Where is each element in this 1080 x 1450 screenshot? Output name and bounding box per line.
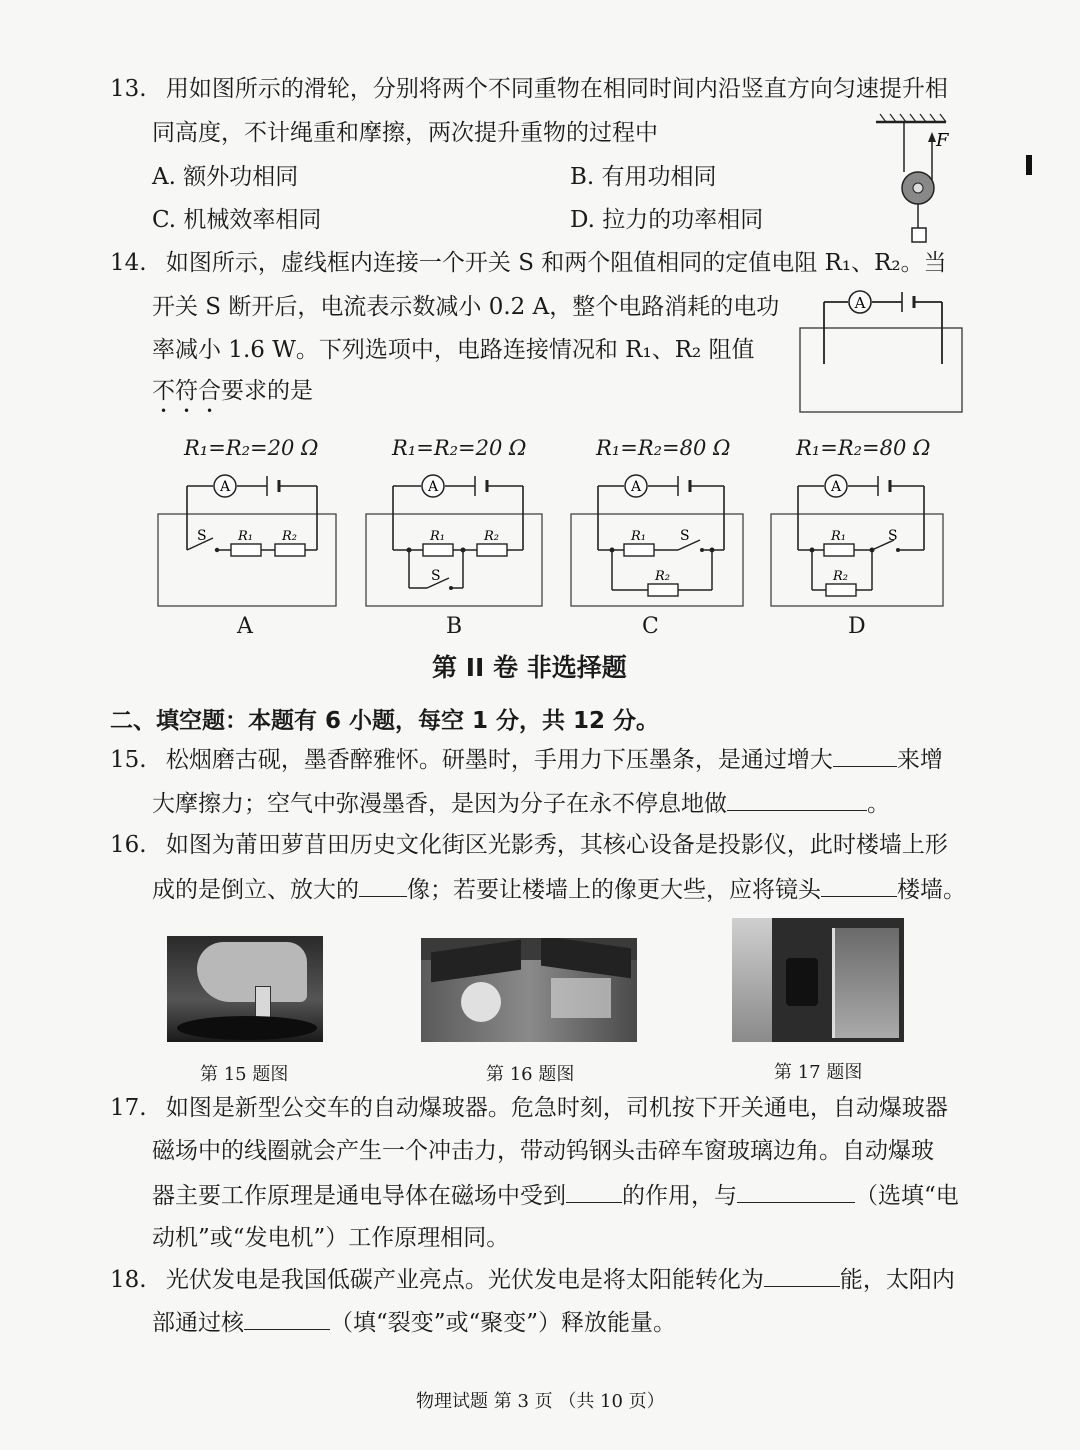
ammeter-label: A bbox=[854, 294, 866, 312]
q14-text-4: 要求的是 bbox=[221, 378, 313, 404]
q17-blank-1[interactable] bbox=[566, 1180, 622, 1203]
ammeter-label: A bbox=[830, 479, 842, 495]
q16-text-2c: 楼墙。 bbox=[897, 877, 966, 903]
page-footer: 物理试题 第 3 页 （共 10 页） bbox=[416, 1391, 665, 1412]
projection-figures bbox=[551, 978, 611, 1018]
fig17-caption: 第 17 题图 bbox=[774, 1062, 863, 1083]
ink-stone bbox=[177, 1016, 317, 1040]
breaker-device bbox=[786, 958, 818, 1006]
pulley-diagram bbox=[868, 110, 958, 250]
q16-line2 bbox=[152, 874, 966, 905]
resistor-r2 bbox=[477, 544, 507, 556]
q15-blank-2[interactable] bbox=[727, 788, 867, 811]
q16-text-2a: 成的是倒立、放大的 bbox=[152, 877, 359, 903]
q18-blank-1[interactable] bbox=[764, 1264, 840, 1287]
resistor-r2 bbox=[275, 544, 305, 556]
q15-text-2: 大摩擦力；空气中弥漫墨香，是因为分子在永不停息地做 bbox=[152, 791, 727, 817]
q15-text-1b: 来增 bbox=[896, 747, 943, 773]
part2-title: 第 II 卷 非选择题 bbox=[432, 653, 627, 682]
circuit-c-letter: C bbox=[642, 614, 659, 639]
q15-number: 15. bbox=[110, 747, 147, 773]
q14-line4 bbox=[152, 376, 313, 418]
circuit-a-label: R₁=R₂=20 Ω bbox=[184, 436, 319, 460]
q14-main-diagram bbox=[796, 288, 968, 418]
projection-light bbox=[461, 982, 501, 1022]
q18-blank-2[interactable] bbox=[244, 1307, 330, 1330]
switch-label: S bbox=[680, 528, 690, 544]
r2-label: R₂ bbox=[282, 529, 297, 544]
q18-text-2a: 部通过核 bbox=[152, 1310, 244, 1336]
switch-label: S bbox=[431, 568, 441, 584]
q18-text-1a: 光伏发电是我国低碳产业亮点。光伏发电是将太阳能转化为 bbox=[165, 1267, 764, 1293]
r1-label: R₁ bbox=[631, 529, 646, 544]
q16-number: 16. bbox=[110, 832, 147, 858]
q17-blank-2[interactable] bbox=[737, 1180, 855, 1203]
q17-number: 17. bbox=[110, 1095, 147, 1121]
q14-line2: 开关 S 断开后，电流表示数减小 0.2 A，整个电路消耗的电功 bbox=[152, 294, 780, 320]
q17-line3 bbox=[152, 1180, 959, 1211]
ammeter-label: A bbox=[219, 479, 231, 495]
q15-blank-1[interactable] bbox=[833, 744, 897, 767]
section2-heading: 二、填空题：本题有 6 小题，每空 1 分，共 12 分。 bbox=[110, 708, 660, 734]
q17-text-3a: 器主要工作原理是通电导体在磁场中受到 bbox=[152, 1183, 566, 1209]
q15-text-1: 松烟磨古砚，墨香醉雅怀。研墨时，手用力下压墨条，是通过增大 bbox=[165, 747, 833, 773]
resistor-r1 bbox=[231, 544, 261, 556]
q13-line2: 同高度，不计绳重和摩擦，两次提升重物的过程中 bbox=[152, 120, 658, 146]
resistor-r2 bbox=[648, 584, 678, 596]
resistor-r1 bbox=[624, 544, 654, 556]
q14-number: 14. bbox=[110, 250, 147, 276]
fig15-photo bbox=[167, 936, 323, 1042]
q13-text-1: 用如图所示的滑轮，分别将两个不同重物在相同时间内沿竖直方向匀速提升相 bbox=[165, 76, 948, 102]
q18-line2 bbox=[152, 1307, 676, 1338]
ammeter-label: A bbox=[427, 479, 439, 495]
q15-line1 bbox=[110, 744, 943, 775]
q15-text-2b: 。 bbox=[867, 791, 890, 817]
circuit-c[interactable] bbox=[568, 468, 748, 610]
circuit-b-letter: B bbox=[446, 614, 463, 639]
q13-number: 13. bbox=[110, 76, 147, 102]
margin-mark bbox=[1026, 155, 1032, 175]
ammeter-label: A bbox=[630, 479, 642, 495]
resistor-r1 bbox=[824, 544, 854, 556]
r2-label: R₂ bbox=[655, 569, 670, 584]
q18-line1 bbox=[110, 1264, 955, 1295]
q18-number: 18. bbox=[110, 1267, 147, 1293]
q13-option-a[interactable]: A. 额外功相同 bbox=[152, 164, 299, 190]
resistor-r2 bbox=[826, 584, 856, 596]
q16-blank-1[interactable] bbox=[359, 874, 407, 897]
fig15-caption: 第 15 题图 bbox=[200, 1064, 289, 1085]
q17-text-3c: （选填“电 bbox=[855, 1183, 959, 1209]
q13-option-b[interactable]: B. 有用功相同 bbox=[570, 164, 717, 190]
q16-text-1: 如图为莆田萝苜田历史文化街区光影秀，其核心设备是投影仪，此时楼墙上形 bbox=[165, 832, 948, 858]
q17-text-3b: 的作用，与 bbox=[622, 1183, 737, 1209]
fig16-caption: 第 16 题图 bbox=[486, 1064, 575, 1085]
q17-line1 bbox=[110, 1093, 948, 1123]
resistor-r1 bbox=[423, 544, 453, 556]
circuit-b[interactable] bbox=[363, 468, 547, 610]
r1-label: R₁ bbox=[238, 529, 253, 544]
r1-label: R₁ bbox=[430, 529, 445, 544]
circuit-b-label: R₁=R₂=20 Ω bbox=[392, 436, 527, 460]
q16-text-2b: 像；若要让楼墙上的像更大些，应将镜头 bbox=[407, 877, 821, 903]
switch-label: S bbox=[888, 528, 898, 544]
circuit-d-letter: D bbox=[848, 614, 866, 639]
r2-label: R₂ bbox=[484, 529, 499, 544]
q14-line1 bbox=[110, 248, 947, 278]
circuit-c-label: R₁=R₂=80 Ω bbox=[596, 436, 731, 460]
switch-label: S bbox=[197, 528, 207, 544]
q14-emphasis: 不符合 bbox=[152, 378, 221, 404]
fig16-photo bbox=[421, 938, 637, 1042]
q13-line1 bbox=[110, 74, 948, 104]
q16-blank-2[interactable] bbox=[821, 874, 897, 897]
weight-block bbox=[912, 228, 926, 242]
circuit-d-label: R₁=R₂=80 Ω bbox=[796, 436, 931, 460]
q17-line4: 动机”或“发电机”）工作原理相同。 bbox=[152, 1225, 510, 1251]
bus-pillar bbox=[732, 918, 772, 1042]
force-label: F bbox=[936, 130, 949, 151]
circuit-a-letter: A bbox=[237, 614, 253, 639]
window-glass bbox=[832, 928, 899, 1038]
q17-text-1: 如图是新型公交车的自动爆玻器。危急时刻，司机按下开关通电，自动爆玻器 bbox=[165, 1095, 948, 1121]
r1-label: R₁ bbox=[831, 529, 846, 544]
q14-text-1: 如图所示，虚线框内连接一个开关 S 和两个阻值相同的定值电阻 R₁、R₂。当 bbox=[165, 250, 947, 276]
fig17-photo bbox=[732, 918, 904, 1042]
q13-option-d[interactable]: D. 拉力的功率相同 bbox=[570, 207, 764, 233]
q14-line3: 率减小 1.6 W。下列选项中，电路连接情况和 R₁、R₂ 阻值 bbox=[152, 337, 755, 363]
r2-label: R₂ bbox=[833, 569, 848, 584]
hand-shape bbox=[197, 942, 307, 1002]
q16-line1 bbox=[110, 830, 948, 860]
q17-line2: 磁场中的线圈就会产生一个冲击力，带动钨钢头击碎车窗玻璃边角。自动爆玻 bbox=[152, 1138, 934, 1164]
circuit-a[interactable] bbox=[155, 468, 341, 610]
q18-text-1b: 能，太阳内 bbox=[839, 1267, 955, 1293]
q15-line2 bbox=[152, 788, 890, 819]
circuit-d[interactable] bbox=[768, 468, 948, 610]
q18-text-2b: （填“裂变”或“聚变”）释放能量。 bbox=[330, 1310, 677, 1336]
q13-option-c[interactable]: C. 机械效率相同 bbox=[152, 207, 322, 233]
